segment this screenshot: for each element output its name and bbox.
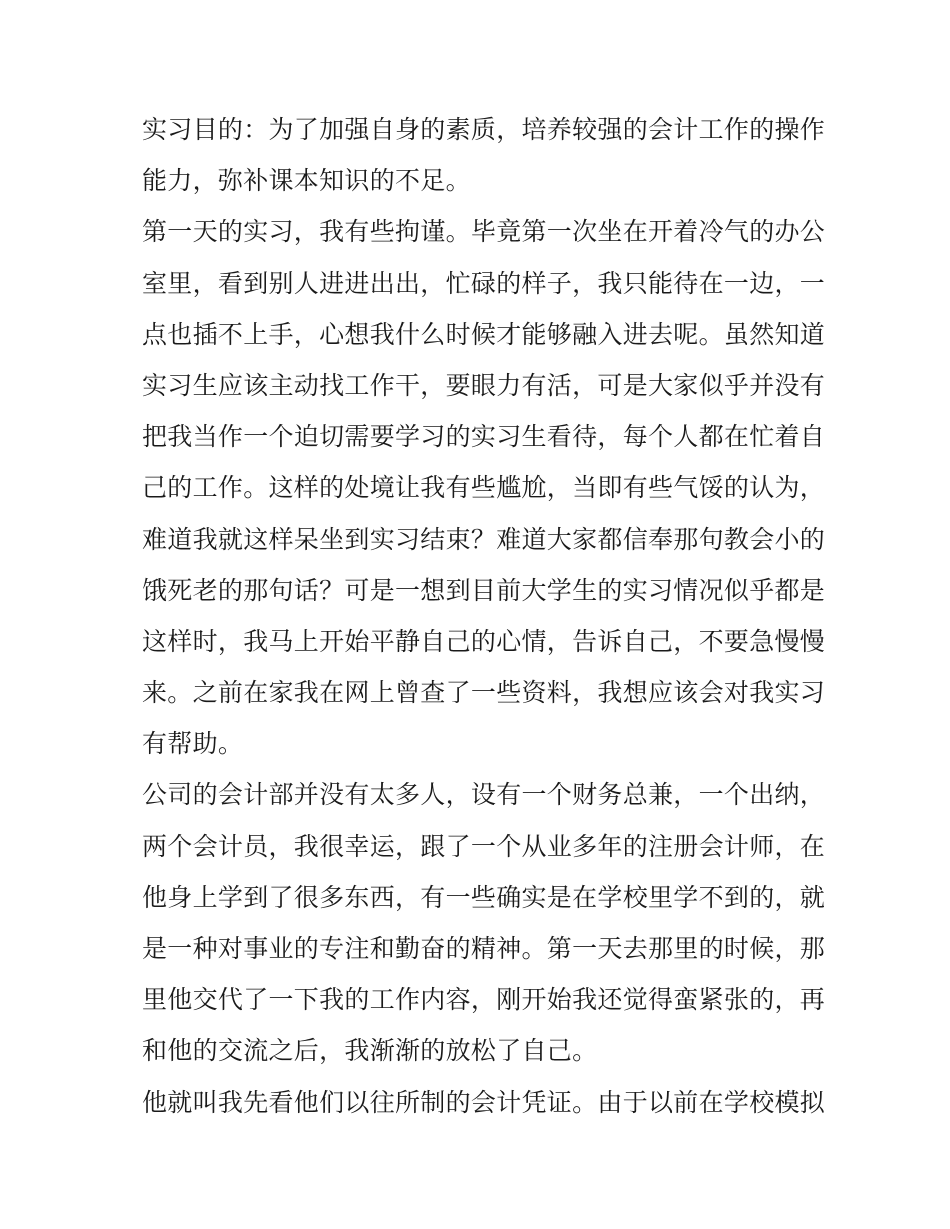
text-line: 这样时，我马上开始平静自己的心情，告诉自己，不要急慢慢 — [142, 626, 826, 656]
text-line: 室里，看到别人进进出出，忙碌的样子，我只能待在一边，一 — [142, 268, 826, 298]
text-line: 和他的交流之后，我渐渐的放松了自己。 — [142, 1036, 598, 1066]
text-line: 点也插不上手，心想我什么时候才能够融入进去呢。虽然知道 — [142, 319, 826, 349]
text-line: 他就叫我先看他们以往所制的会计凭证。由于以前在学校模拟 — [142, 1087, 826, 1117]
text-line: 公司的会计部并没有太多人，设有一个财务总兼，一个出纳， — [142, 780, 826, 810]
text-line: 能力，弥补课本知识的不足。 — [142, 166, 471, 196]
document-body — [142, 104, 826, 1128]
text-line: 第一天的实习，我有些拘谨。毕竟第一次坐在开着冷气的办公 — [142, 217, 826, 247]
text-line: 他身上学到了很多东西，有一些确实是在学校里学不到的，就 — [142, 882, 826, 912]
text-line: 有帮助。 — [142, 729, 244, 759]
text-line: 难道我就这样呆坐到实习结束？难道大家都信奉那句教会小的 — [142, 524, 826, 554]
paragraph-vouchers — [142, 1077, 826, 1128]
paragraph-purpose — [142, 104, 826, 206]
text-line: 里他交代了一下我的工作内容，刚开始我还觉得蛮紧张的，再 — [142, 985, 826, 1015]
text-line: 己的工作。这样的处境让我有些尴尬，当即有些气馁的认为， — [142, 473, 826, 503]
paragraph-first-day — [142, 206, 826, 769]
text-line: 实习生应该主动找工作干，要眼力有活，可是大家似乎并没有 — [142, 370, 826, 400]
text-line: 把我当作一个迫切需要学习的实习生看待，每个人都在忙着自 — [142, 422, 826, 452]
paragraph-accounting-dept — [142, 769, 826, 1076]
text-line: 来。之前在家我在网上曾查了一些资料，我想应该会对我实习 — [142, 678, 826, 708]
text-line: 是一种对事业的专注和勤奋的精神。第一天去那里的时候，那 — [142, 934, 826, 963]
text-line: 两个会计员，我很幸运，跟了一个从业多年的注册会计师，在 — [142, 831, 826, 861]
text-line: 实习目的：为了加强自身的素质，培养较强的会计工作的操作 — [142, 115, 826, 144]
text-line: 饿死老的那句话？可是一想到目前大学生的实习情况似乎都是 — [142, 575, 826, 605]
